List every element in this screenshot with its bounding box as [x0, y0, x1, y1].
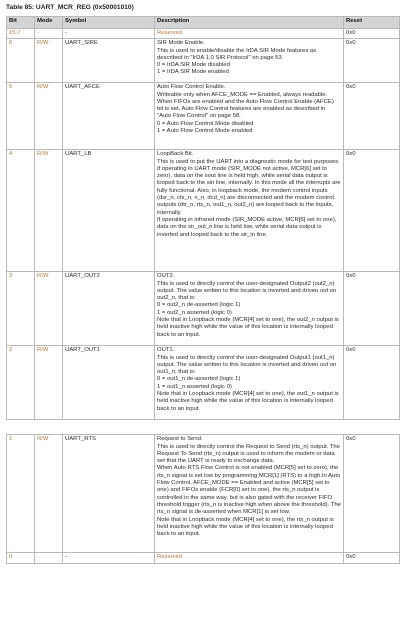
symbol-cell: UART_LB: [63, 150, 155, 272]
symbol-cell: UART_AFCE: [63, 83, 155, 150]
description-cell: Reserved: [155, 553, 344, 563]
header-bit: Bit: [7, 17, 35, 29]
table-row: [7, 39, 400, 83]
bit-cell: 6: [7, 39, 35, 83]
mode-cell: R/W: [35, 346, 63, 420]
symbol-cell: -: [63, 553, 155, 563]
table-row: [7, 83, 400, 150]
header-symbol: Symbol: [63, 17, 155, 29]
bit-cell: 2: [7, 346, 35, 420]
header-description: Description: [155, 17, 344, 29]
bit-cell: 15:7: [7, 29, 35, 39]
reset-cell: 0x0: [344, 272, 400, 346]
table-row: [7, 150, 400, 272]
description-cell: Auto Flow Control Enable. Writeable only when AFCE_MODE == Enabled, always readable. When FIFOs are enabled and the Auto Flow Control Enable (AFCE) bit is set, Auto Flow Control features are enabled as described in "Auto Flow Control" on page 58. 0 = Auto Flow Control Mode disabled 1 = Auto Flow Control Mode enabled: [155, 83, 344, 150]
reset-cell: 0x0: [344, 435, 400, 553]
table-gap: [7, 420, 400, 435]
table-row: [7, 435, 400, 553]
header-reset: Reset: [344, 17, 400, 29]
table-header-row: [7, 17, 400, 29]
reset-cell: 0x0: [344, 150, 400, 272]
bit-cell: 3: [7, 272, 35, 346]
table-row: [7, 272, 400, 346]
symbol-cell: UART_OUT1: [63, 346, 155, 420]
table-caption: Table 85: UART_MCR_REG (0x50001010): [6, 4, 134, 11]
description-cell: OUT2. This is used to directly control the user-designated Output2 (out2_n) output. The value written to this location is inverted and driven out on out2_n, that is: 0 = out2_n de-asserted (logic 1) 1 = out2_n asserted (logic 0) Note that in Loopback mode (MCR[4] set to one), the out2_n output is held inactive high while the value of this location is internally looped back to an input.: [155, 272, 344, 346]
reset-cell: 0x0: [344, 553, 400, 563]
header-mode: Mode: [35, 17, 63, 29]
table-row: [7, 346, 400, 420]
symbol-cell: UART_OUT2: [63, 272, 155, 346]
symbol-cell: -: [63, 29, 155, 39]
table-row: [7, 553, 400, 563]
mode-cell: R/W: [35, 435, 63, 553]
bit-cell: 5: [7, 83, 35, 150]
description-cell: Reserved: [155, 29, 344, 39]
mode-cell: -: [35, 29, 63, 39]
reset-cell: 0x0: [344, 83, 400, 150]
bit-cell: 0: [7, 553, 35, 563]
reset-cell: 0x0: [344, 346, 400, 420]
mode-cell: R/W: [35, 39, 63, 83]
mode-cell: R/W: [35, 83, 63, 150]
mode-cell: R/W: [35, 272, 63, 346]
table-row: [7, 29, 400, 39]
symbol-cell: UART_RTS: [63, 435, 155, 553]
reset-cell: 0x0: [344, 29, 400, 39]
symbol-cell: UART_SIRE: [63, 39, 155, 83]
description-cell: OUT1. This is used to directly control the user-designated Output1 (out1_n) output. The value written to this location is inverted and driven out on out1_n, that is: 0 = out1_n de-asserted (logic 1) 1 = out1_n asserted (logic 0) Note that in Loopback mode (MCR[4] set to one), the out1_n output is held inactive high while the value of this location is internally looped back to an input.: [155, 346, 344, 420]
description-cell: LoopBack Bit. This is used to put the UART into a diagnostic mode for test purposes. If operating in UART mode (SIR_MODE not active, MCR[6] set to zero), data on the sout line is held high, while serial data output is looped back to the sin line, internally. In this mode all the interrupts are fully functional. Also, in loopback mode, the modem control inputs (dsr_n, cts_n, ri_n, dcd_n) are disconnected and the modem control outputs (dtr_n, rts_n, out1_n, out2_n) are looped back to the inputs, internally. If operating in infrared mode (SIR_MODE active, MCR[6] set to one), data on the sir_out_n line is held low, while serial data output is inverted and looped back to the sir_in line.: [155, 150, 344, 272]
description-cell: Request to Send. This is used to directly control the Request to Send (rts_n) output. The Request To Send (rts_n) output is used to inform the modem or data set that the UART is ready to exchange data. When Auto RTS Flow Control is not enabled (MCR[5] set to zero), the rts_n signal is set low by programming MCR[1] (RTS) to a high.In Auto Flow Control, AFCE_MODE == Enabled and active (MCR[5] set to one) and FIFOs enable (FCR[0] set to one), the rts_n output is controlled in the same way, but is also gated with the receiver FIFO threshold trigger (rts_n is inactive high when above the threshold). The rts_n signal is de-asserted when MCR[1] is set low. Note that in Loopback mode (MCR[4] set to one), the rts_n output is held inactive high while the value of this location is internally looped back to an input.: [155, 435, 344, 553]
bit-cell: 1: [7, 435, 35, 553]
reset-cell: 0x0: [344, 39, 400, 83]
bit-cell: 4: [7, 150, 35, 272]
register-table: [6, 16, 400, 564]
description-cell: SIR Mode Enable. This is used to enable/disable the IrDA SIR Mode features as described in "IrDA 1.0 SIR Protocol" on page 53. 0 = IrDA SIR Mode disabled 1 = IrDA SIR Mode enabled: [155, 39, 344, 83]
mode-cell: -: [35, 553, 63, 563]
mode-cell: R/W: [35, 150, 63, 272]
